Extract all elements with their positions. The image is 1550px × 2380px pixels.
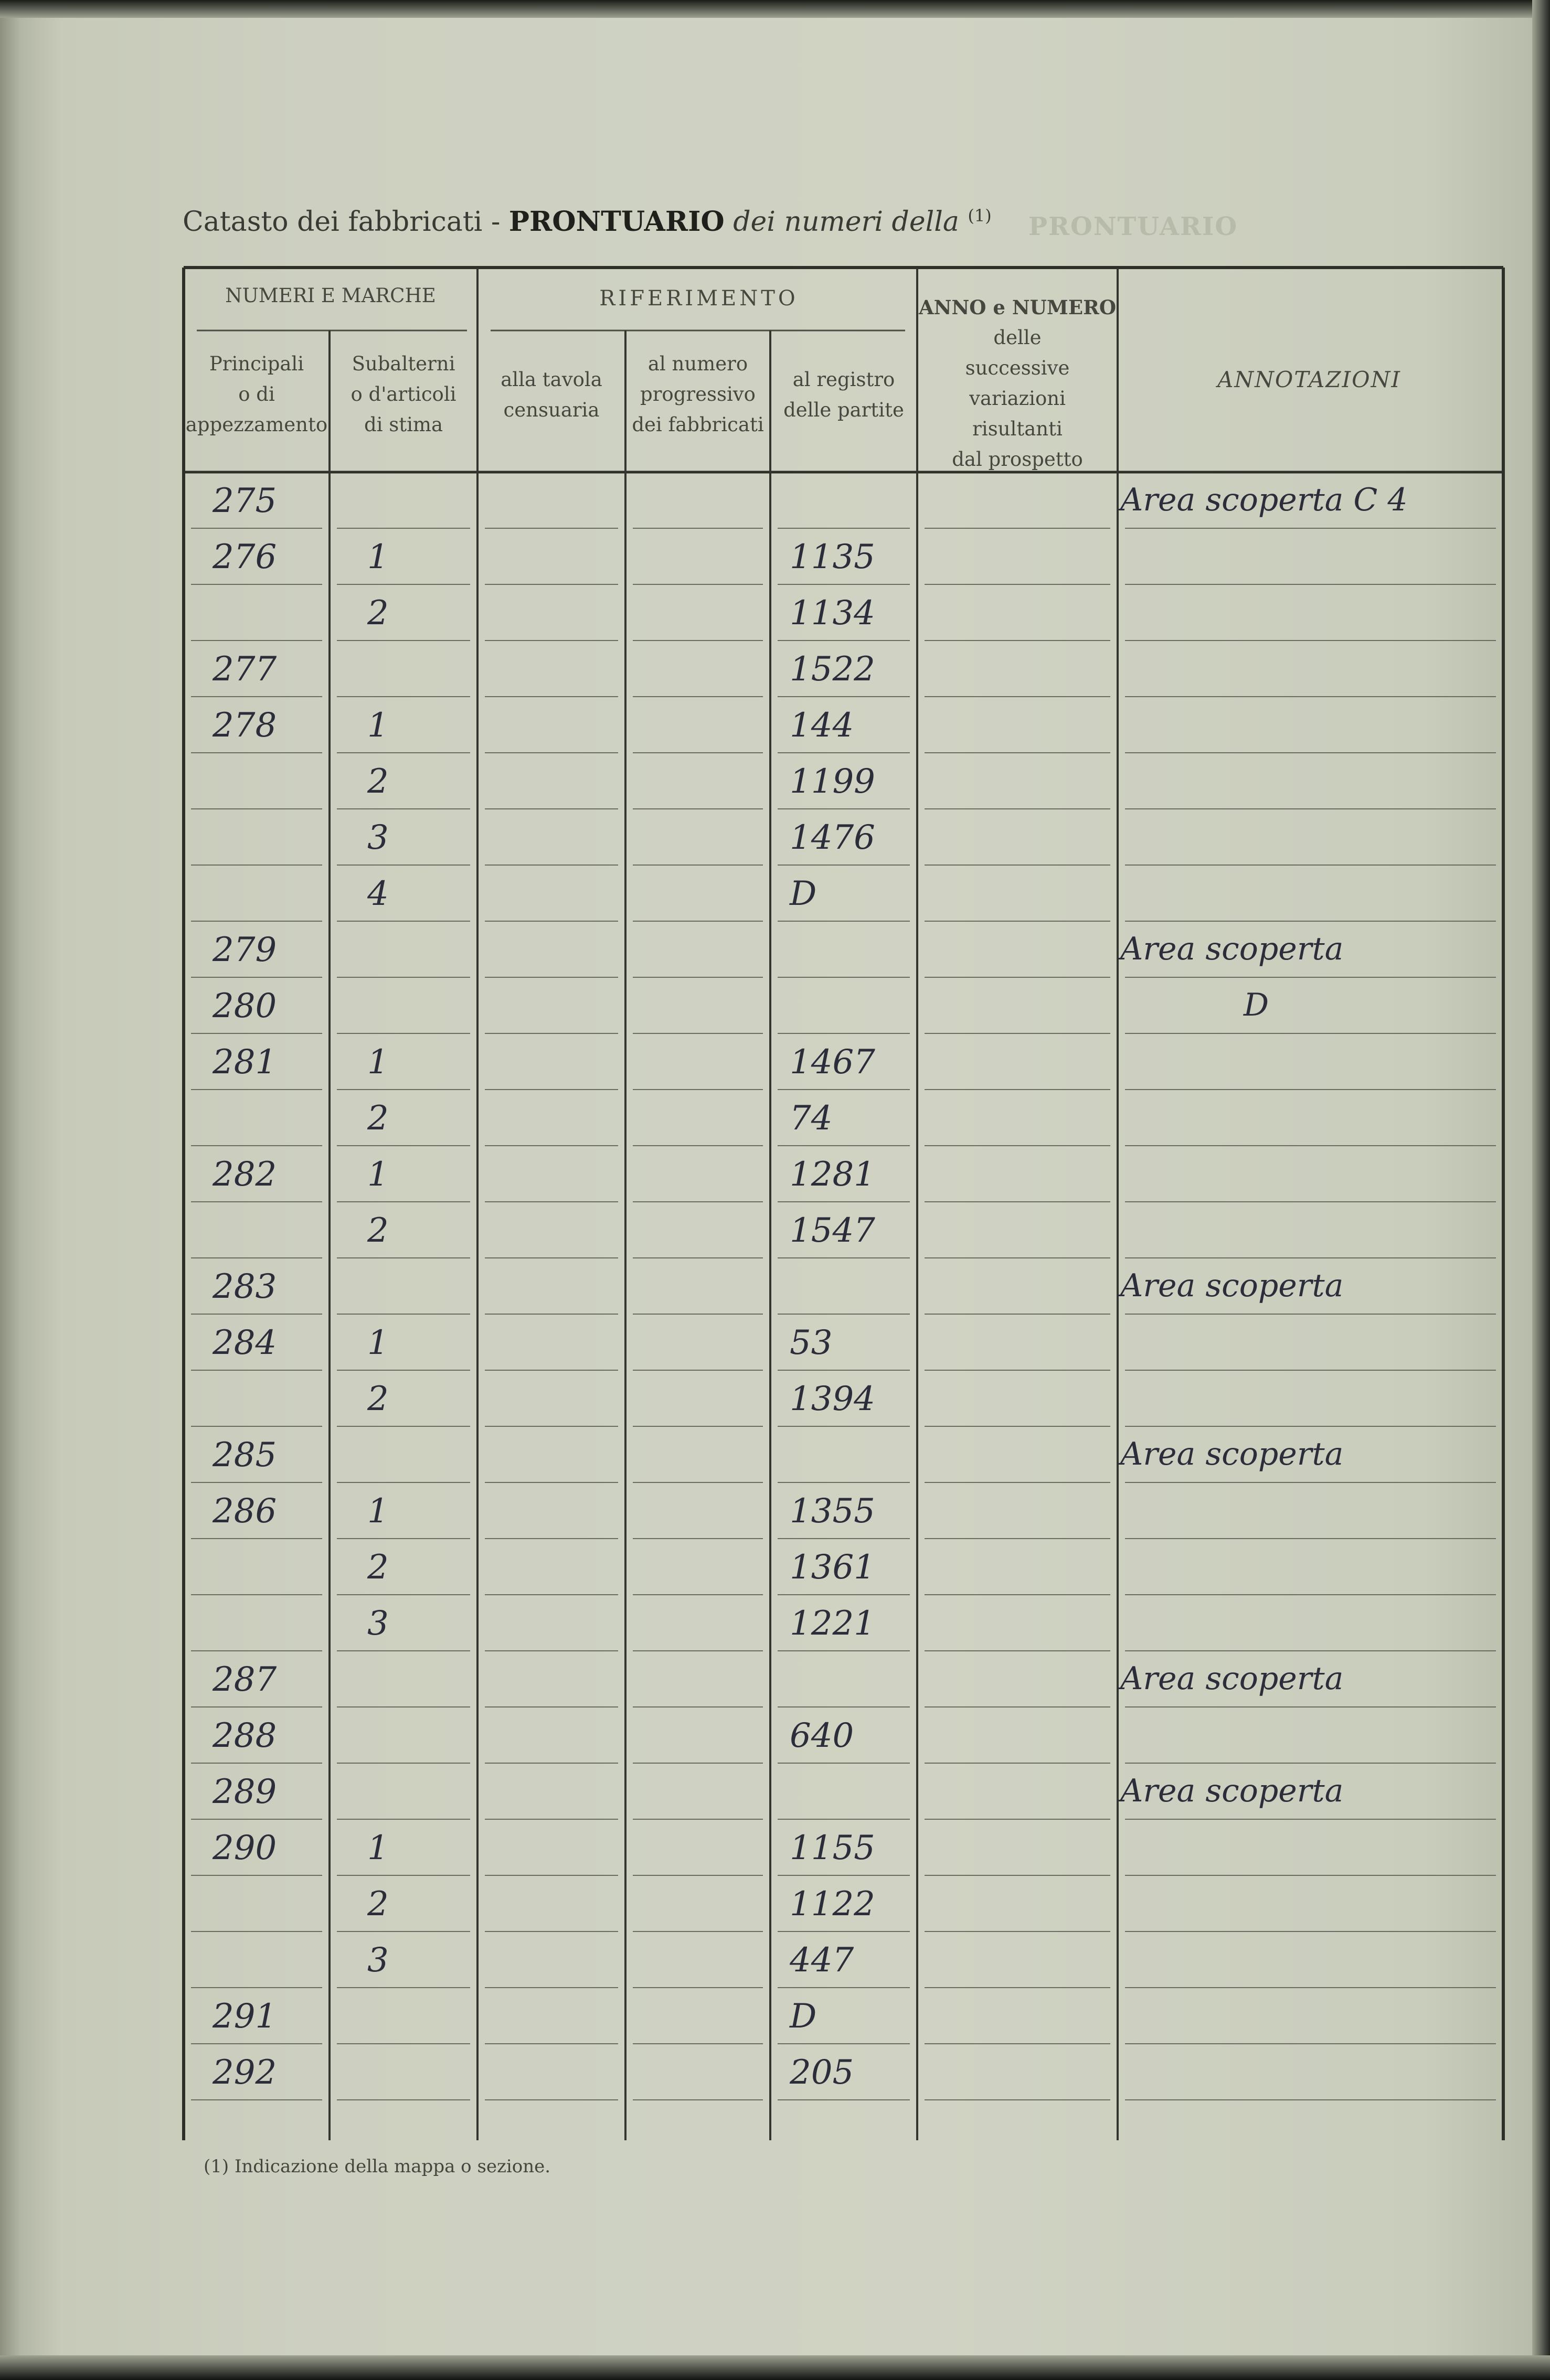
cell-annotazione: Area scoperta (1120, 1773, 1344, 1809)
cell-registro: 1135 (790, 538, 875, 577)
cell-principale: 275 (213, 482, 277, 520)
cell-principale: 281 (213, 1043, 277, 1082)
cell-principale: 280 (213, 987, 277, 1026)
cell-principale: 292 (213, 2053, 277, 2092)
cell-principale: 282 (213, 1155, 277, 1194)
cell-registro: 1355 (790, 1492, 875, 1531)
cell-registro: 1155 (790, 1829, 875, 1867)
cell-registro: 1476 (790, 818, 875, 857)
header-annotazioni: ANNOTAZIONI (1217, 367, 1401, 392)
cell-registro: 1221 (790, 1604, 875, 1643)
header-principali: Principali o di appezzamento (185, 353, 328, 436)
cell-subalterno: 2 (367, 1885, 389, 1924)
cell-subalterno: 1 (367, 538, 389, 577)
cell-registro: 447 (790, 1941, 854, 1980)
cell-registro: 1122 (790, 1885, 875, 1924)
header-variazioni: ANNO e NUMERO delle successive variazioni risultanti dal prospetto (918, 296, 1117, 471)
cell-principale: 288 (213, 1716, 277, 1755)
header-tavola: alla tavola censuaria (501, 368, 602, 421)
cell-subalterno: 1 (367, 1492, 389, 1531)
cell-annotazione: Area scoperta (1120, 1436, 1344, 1472)
header-numeri-marche: NUMERI E MARCHE (225, 284, 436, 307)
title-bold: PRONTUARIO (508, 206, 725, 238)
bleed-through-text: PRONTUARIO (1028, 212, 1238, 241)
cell-registro: 640 (790, 1716, 854, 1755)
cell-subalterno: 2 (367, 762, 389, 801)
cell-registro: 1547 (790, 1211, 875, 1250)
cell-registro: 1467 (790, 1043, 875, 1082)
cell-registro: 1281 (790, 1155, 875, 1194)
cell-registro: 1361 (790, 1548, 875, 1587)
header-progressivo: al numero progressivo dei fabbricati (632, 353, 764, 436)
cell-principale: 291 (213, 1997, 277, 2036)
cell-registro: 144 (790, 706, 854, 745)
cell-principale: 290 (213, 1829, 277, 1867)
cell-registro: 1199 (790, 762, 875, 801)
cell-registro: D (790, 1997, 817, 2036)
cell-principale: 276 (213, 538, 277, 577)
cell-registro: D (790, 874, 817, 913)
cell-subalterno: 1 (367, 1829, 389, 1867)
header-subalterni: Subalterni o d'articoli di stima (351, 353, 456, 436)
cell-subalterno: 3 (367, 818, 389, 857)
cell-principale: 286 (213, 1492, 277, 1531)
cell-annotazione: Area scoperta (1120, 931, 1344, 967)
cell-annotazione: Area scoperta (1120, 1267, 1344, 1304)
cell-registro: 1522 (790, 650, 875, 689)
cell-subalterno: 2 (367, 1380, 389, 1418)
cell-subalterno: 3 (367, 1604, 389, 1643)
cell-subalterno: 4 (367, 874, 389, 913)
cell-subalterno: 2 (367, 1548, 389, 1587)
cell-registro: 1394 (790, 1380, 875, 1418)
cell-subalterno: 2 (367, 1099, 389, 1138)
cell-principale: 287 (213, 1660, 277, 1699)
cell-principale: 289 (213, 1773, 277, 1811)
cell-principale: 284 (213, 1324, 277, 1362)
header-riferimento: RIFERIMENTO (599, 286, 799, 311)
cell-subalterno: 2 (367, 1211, 389, 1250)
cell-annotazione: Area scoperta C 4 (1120, 482, 1408, 518)
title-note-mark: (1) (968, 206, 992, 226)
cell-registro: 1134 (790, 594, 875, 633)
cell-subalterno: 1 (367, 1324, 389, 1362)
cell-subalterno: 2 (367, 594, 389, 633)
cell-principale: 285 (213, 1436, 277, 1475)
cell-subalterno: 3 (367, 1941, 389, 1980)
cell-registro: 53 (790, 1324, 833, 1362)
cell-subalterno: 1 (367, 1043, 389, 1082)
header-registro: al registro delle partite (783, 368, 904, 421)
cell-annotazione: Area scoperta (1120, 1660, 1344, 1697)
cell-principale: 277 (213, 650, 277, 689)
cell-registro: 74 (790, 1099, 833, 1138)
cell-subalterno: 1 (367, 706, 389, 745)
footnote: (1) Indicazione della mappa o sezione. (204, 2156, 551, 2177)
cell-principale: 279 (213, 931, 277, 969)
cell-principale: 278 (213, 706, 277, 745)
title-italic: dei numeri della (724, 206, 968, 238)
cell-registro: 205 (790, 2053, 854, 2092)
cell-subalterno: 1 (367, 1155, 389, 1194)
cell-annotazione: D (1244, 987, 1269, 1023)
cell-principale: 283 (213, 1267, 277, 1306)
title-prefix: Catasto dei fabbricati - (183, 206, 509, 238)
